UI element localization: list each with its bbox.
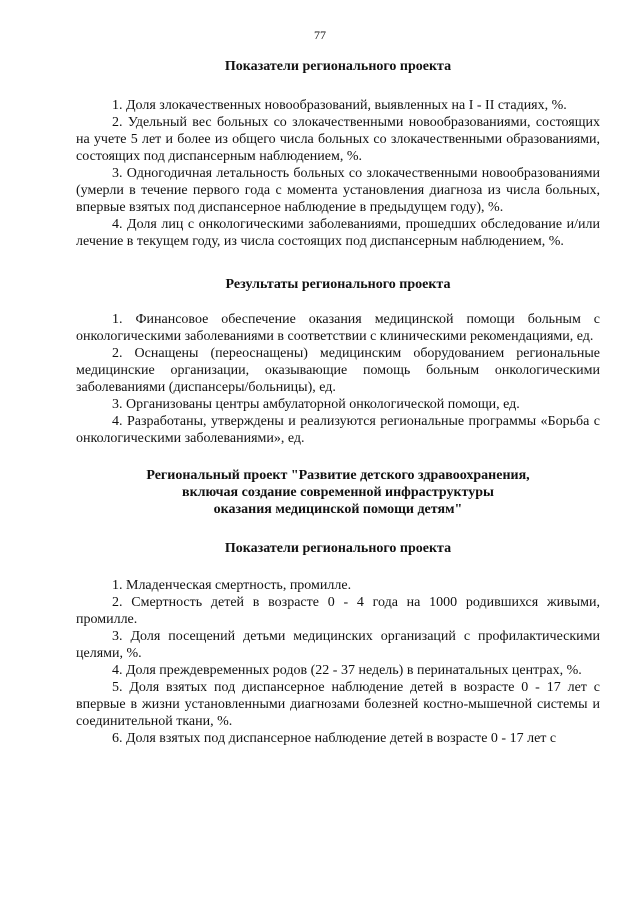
document-body [76,58,600,747]
list-item: 1. Финансовое обеспечение оказания медицинской помощи больным с онкологическими заболеваниями в соответствии с клиническими рекомендациями, ед. [76,312,600,344]
list-item: 4. Доля лиц с онкологическими заболеваниями, прошедших обследование и/или лечение в текущем году, из числа состоящих под диспансерным наблюдением, %. [76,217,600,249]
project-title-line: включая создание современной инфраструктуры [182,485,494,500]
project-title-line: Региональный проект "Развитие детского здравоохранения, [146,468,530,483]
list-item: 2. Смертность детей в возрасте 0 - 4 года на 1000 родившихся живыми, промилле. [76,595,600,627]
list-item: 3. Одногодичная летальность больных со злокачественными новообразованиями (умерли в течение первого года с момента установления диагноза из числа больных, впервые взятых под диспансерное наблюдение в предыдущем году), %. [76,166,600,215]
project-title-line: оказания медицинской помощи детям" [213,502,463,517]
list-item: 3. Доля посещений детьми медицинских организаций с профилактическими целями, %. [76,629,600,661]
list-item: 5. Доля взятых под диспансерное наблюдение детей в возрасте 0 - 17 лет с впервые в жизни установленными диагнозами болезней костно-мышечной системы и соединительной ткани, %. [76,680,600,729]
list-item: 3. Организованы центры амбулаторной онкологической помощи, ед. [112,397,520,412]
list-item: 4. Доля преждевременных родов (22 - 37 недель) в перинатальных центрах, %. [112,663,582,678]
list-item: 1. Доля злокачественных новообразований, выявленных на I - II стадиях, %. [112,98,567,113]
list-item: 2. Оснащены (переоснащены) медицинским оборудованием региональные медицинские организации, оказывающие помощь больным онкологическими заболеваниями (диспансеры/больницы), ед. [76,346,600,395]
list-item: 1. Младенческая смертность, промилле. [112,578,352,593]
project-title [76,467,600,518]
list-item: 4. Разработаны, утверждены и реализуются региональные программы «Борьба с онкологическими заболеваниями», ед. [76,414,600,446]
section-heading-indicators-1: Показатели регионального проекта [224,59,452,74]
section-heading-indicators-2: Показатели регионального проекта [224,541,452,556]
list-item: 2. Удельный вес больных со злокачественными новообразованиями, состоящих на учете 5 лет и более из общего числа больных со злокачественными образованиями, состоящих под диспансерным наблюдением, %. [76,115,600,164]
section-heading-results: Результаты регионального проекта [225,277,451,292]
page-number: 77 [314,28,326,42]
list-item: 6. Доля взятых под диспансерное наблюдение детей в возрасте 0 - 17 лет с [112,731,557,746]
